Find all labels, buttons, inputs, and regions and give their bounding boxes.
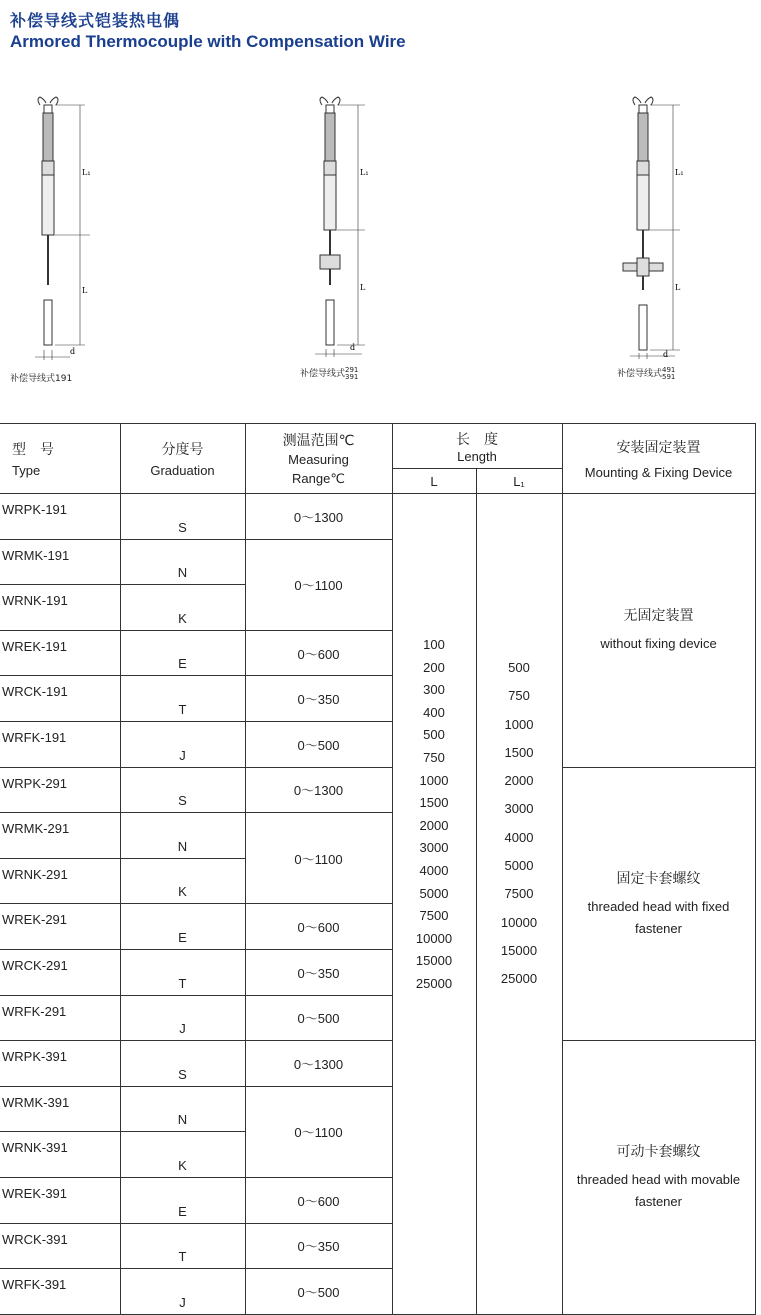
- length-l-value: 5000: [419, 885, 449, 901]
- header-length: 长 度 Length: [392, 424, 562, 469]
- dim-l1-label: L₁: [675, 168, 684, 177]
- range-cell: 0～500: [245, 1269, 392, 1315]
- fixing-cell-291: 固定卡套螺纹 threaded head with fixed fastener: [562, 767, 755, 1041]
- type-cell: WRFK-291: [0, 995, 120, 1041]
- dim-l-label: L: [360, 283, 366, 292]
- type-cell: WREK-291: [0, 904, 120, 950]
- range-cell: 0～1300: [245, 1041, 392, 1087]
- type-cell: WRNK-191: [0, 585, 120, 631]
- drawing-caption-291-391: 补偿导线式291 391: [300, 365, 359, 381]
- header-length-l1: L₁: [476, 469, 562, 494]
- dim-l-label: L: [675, 283, 681, 292]
- type-cell: WRPK-391: [0, 1041, 120, 1087]
- header-length-l: L: [392, 469, 476, 494]
- drawing-caption-491-591: 补偿导线式491 591: [617, 365, 676, 381]
- type-cell: WRNK-391: [0, 1132, 120, 1178]
- length-l-value: 1500: [419, 795, 449, 811]
- header-graduation: 分度号 Graduation: [120, 424, 245, 494]
- length-l-cell: [392, 494, 476, 1315]
- fixing-cell-391: 可动卡套螺纹 threaded head with movable fastener: [562, 1041, 755, 1315]
- length-l1-value: 5000: [504, 858, 534, 874]
- type-cell: WREK-391: [0, 1177, 120, 1223]
- length-l1-value: 1500: [504, 744, 534, 760]
- range-cell: 0～350: [245, 1223, 392, 1269]
- type-cell: WRCK-391: [0, 1223, 120, 1269]
- length-l1-value: 500: [508, 660, 530, 675]
- length-l1-value: 7500: [504, 886, 534, 902]
- range-cell: 0～350: [245, 676, 392, 722]
- graduation-cell: N: [120, 539, 245, 585]
- type-cell: WRPK-191: [0, 494, 120, 540]
- range-cell: 0～1300: [245, 494, 392, 540]
- range-cell: 0～1100: [245, 1086, 392, 1177]
- length-l-value: 100: [423, 637, 445, 652]
- spec-table: [0, 423, 756, 1315]
- type-cell: WRMK-291: [0, 813, 120, 859]
- graduation-cell: S: [120, 494, 245, 540]
- length-l1-cell: [476, 494, 562, 1315]
- type-cell: WRCK-291: [0, 949, 120, 995]
- header-fixing: 安装固定装置 Mounting & Fixing Device: [562, 424, 755, 494]
- length-l1-value: 2000: [504, 773, 534, 789]
- type-cell: WRPK-291: [0, 767, 120, 813]
- type-cell: WRFK-391: [0, 1269, 120, 1315]
- type-cell: WRMK-391: [0, 1086, 120, 1132]
- length-l1-value: 25000: [500, 971, 538, 987]
- thermocouple-drawing-191: [10, 95, 130, 365]
- length-l-value: 500: [423, 727, 445, 743]
- graduation-cell: K: [120, 1132, 245, 1178]
- dim-l1-label: L₁: [82, 168, 91, 177]
- header-type: 型 号 Type: [0, 424, 120, 494]
- type-cell: WRCK-191: [0, 676, 120, 722]
- graduation-cell: T: [120, 1223, 245, 1269]
- length-l-value: 400: [423, 704, 445, 720]
- length-l-value: 750: [423, 749, 445, 765]
- length-l-value: 200: [423, 659, 445, 675]
- length-l1-value: 3000: [504, 801, 534, 817]
- range-cell: 0～600: [245, 904, 392, 950]
- length-l-value: 10000: [415, 930, 453, 946]
- graduation-cell: S: [120, 1041, 245, 1087]
- length-l-value: 300: [423, 682, 445, 698]
- graduation-cell: K: [120, 858, 245, 904]
- graduation-cell: J: [120, 995, 245, 1041]
- range-cell: 0～600: [245, 1177, 392, 1223]
- page-title-en: Armored Thermocouple with Compensation Wire: [10, 32, 406, 51]
- range-cell: 0～1100: [245, 813, 392, 904]
- graduation-cell: J: [120, 1269, 245, 1315]
- dim-d-label: d: [663, 350, 669, 359]
- dim-d-label: d: [350, 343, 356, 352]
- range-cell: 0～500: [245, 721, 392, 767]
- type-cell: WREK-191: [0, 630, 120, 676]
- graduation-cell: E: [120, 1177, 245, 1223]
- dim-l1-label: L₁: [360, 168, 369, 177]
- range-cell: 0～1300: [245, 767, 392, 813]
- length-l-value: 3000: [419, 840, 449, 856]
- type-cell: WRNK-291: [0, 858, 120, 904]
- thermocouple-drawing-491-591: [615, 95, 735, 365]
- length-l-value: 2000: [419, 817, 449, 833]
- dim-l-label: L: [82, 286, 88, 295]
- graduation-cell: J: [120, 721, 245, 767]
- length-l1-value: 15000: [500, 942, 538, 958]
- length-l-value: 1000: [419, 772, 449, 788]
- length-l1-value: 750: [508, 688, 530, 704]
- page-title-cn: 补偿导线式铠装热电偶: [10, 11, 181, 30]
- graduation-cell: K: [120, 585, 245, 631]
- header-range: 测温范围℃ Measuring Range℃: [245, 424, 392, 494]
- graduation-cell: S: [120, 767, 245, 813]
- graduation-cell: E: [120, 630, 245, 676]
- length-l-value: 15000: [415, 953, 453, 969]
- type-cell: WRMK-191: [0, 539, 120, 585]
- graduation-cell: N: [120, 813, 245, 859]
- thermocouple-drawing-291-391: [300, 95, 420, 365]
- range-cell: 0～1100: [245, 539, 392, 630]
- length-l-value: 7500: [419, 908, 449, 924]
- type-cell: WRFK-191: [0, 721, 120, 767]
- range-cell: 0～500: [245, 995, 392, 1041]
- drawing-caption-191: 补偿导线式191: [10, 374, 73, 384]
- length-l1-value: 1000: [504, 716, 534, 732]
- graduation-cell: T: [120, 949, 245, 995]
- range-cell: 0～600: [245, 630, 392, 676]
- graduation-cell: E: [120, 904, 245, 950]
- range-cell: 0～350: [245, 949, 392, 995]
- length-l-value: 4000: [419, 862, 449, 878]
- graduation-cell: T: [120, 676, 245, 722]
- dim-d-label: d: [70, 347, 76, 356]
- graduation-cell: N: [120, 1086, 245, 1132]
- length-l1-value: 10000: [500, 914, 538, 930]
- length-l1-value: 4000: [504, 829, 534, 845]
- length-l-value: 25000: [415, 975, 453, 991]
- fixing-cell-191: 无固定装置 without fixing device: [562, 494, 755, 768]
